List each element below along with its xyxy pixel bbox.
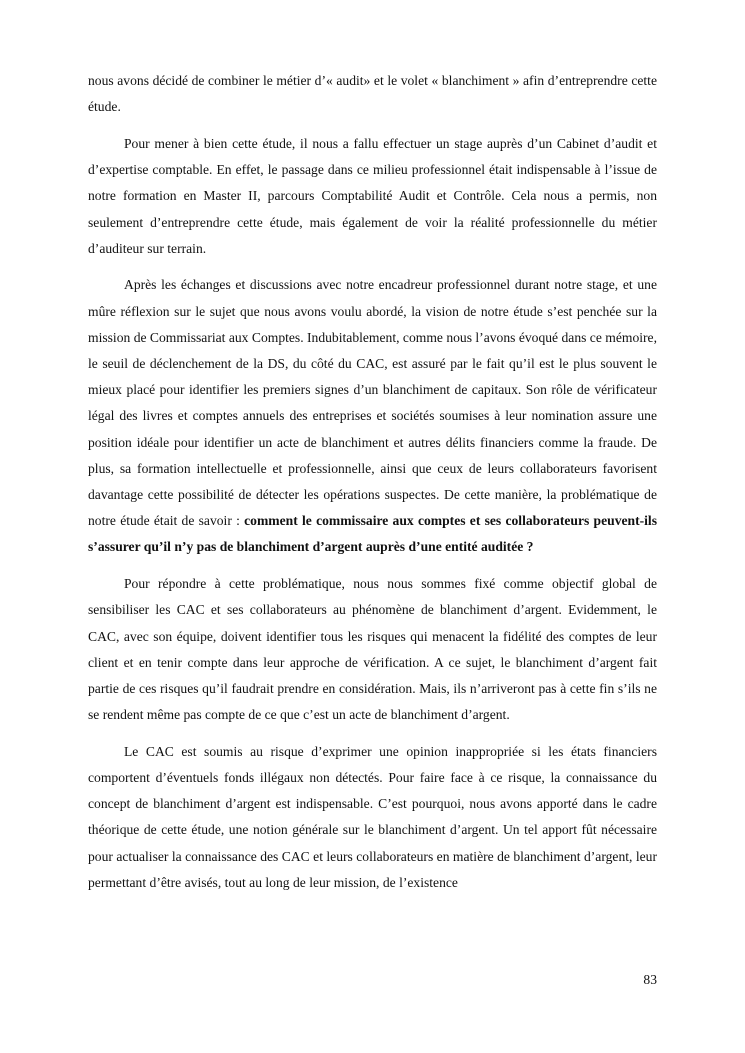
paragraph-3 xyxy=(88,272,657,560)
page-number: 83 xyxy=(643,972,657,987)
paragraph-1-text: nous avons décidé de combiner le métier d’« audit» et le volet « blanchiment » afin d’entreprendre cette étude. xyxy=(88,73,657,115)
paragraph-5-text: Le CAC est soumis au risque d’exprimer une opinion inappropriée si les états financiers comportent d’éventuels fonds illégaux non détectés. Pour faire face à ce risque, la connaissance du concept de blanchiment d’argent est indispensable. C’est pourquoi, nous avons apporté dans le cadre théorique de cette étude, une notion générale sur le blanchiment d’argent. Un tel apport fût nécessaire pour actualiser la connaissance des CAC et leurs collaborateurs en matière de blanchiment d’argent, leur permettant d’être avisés, tout au long de leur mission, de l’existence xyxy=(88,743,657,890)
paragraph-1 xyxy=(88,68,657,120)
research-question: comment le commissaire aux comptes et ses collaborateurs peuvent-ils s’assurer qu’il n’y pas de blanchiment d’argent auprès d’une entité auditée ? xyxy=(88,513,657,555)
paragraph-2 xyxy=(88,131,657,262)
document-body xyxy=(88,68,657,907)
paragraph-5 xyxy=(88,739,657,896)
paragraph-4 xyxy=(88,571,657,728)
paragraph-2-text: Pour mener à bien cette étude, il nous a fallu effectuer un stage auprès d’un Cabinet d’audit et d’expertise comptable. En effet, le passage dans ce milieu professionnel était indispensable à l’issue de notre formation en Master II, parcours Comptabilité Audit et Contrôle. Cela nous a permis, non seulement d’entreprendre cette étude, mais également de voir la réalité professionnelle du métier d’auditeur sur terrain. xyxy=(88,135,657,256)
paragraph-4-text: Pour répondre à cette problématique, nous nous sommes fixé comme objectif global de sensibiliser les CAC et ses collaborateurs au phénomène de blanchiment d’argent. Evidemment, le CAC, avec son équipe, doivent identifier tous les risques qui menacent la fidélité des comptes de leur client et en tenir compte dans leur approche de vérification. A ce sujet, le blanchiment d’argent fait partie de ces risques qu’il faudrait prendre en considération. Mais, ils n’arriveront pas à cette fin s’ils ne se rendent même pas compte de ce que c’est un acte de blanchiment d’argent. xyxy=(88,576,657,723)
paragraph-3-text: Après les échanges et discussions avec notre encadreur professionnel durant notre stage, et une mûre réflexion sur le sujet que nous avons voulu abordé, la vision de notre étude s’est penchée sur la mission de Commissariat aux Comptes. Indubitablement, comme nous l’avons évoqué dans ce mémoire, le seuil de déclenchement de la DS, du côté du CAC, est assuré par le fait qu’il est le plus souvent le mieux placé pour identifier les premiers signes d’un blanchiment de capitaux. Son rôle de vérificateur légal des livres et comptes annuels des entreprises et sociétés soumises à leur nomination assure une position idéale pour identifier un acte de blanchiment et autres délits financiers comme la fraude. De plus, sa formation intellectuelle et professionnelle, ainsi que ceux de leurs collaborateurs favorisent davantage cette possibilité de détecter les opérations suspectes. De cette manière, la problématique de notre étude était de savoir : xyxy=(88,277,657,529)
